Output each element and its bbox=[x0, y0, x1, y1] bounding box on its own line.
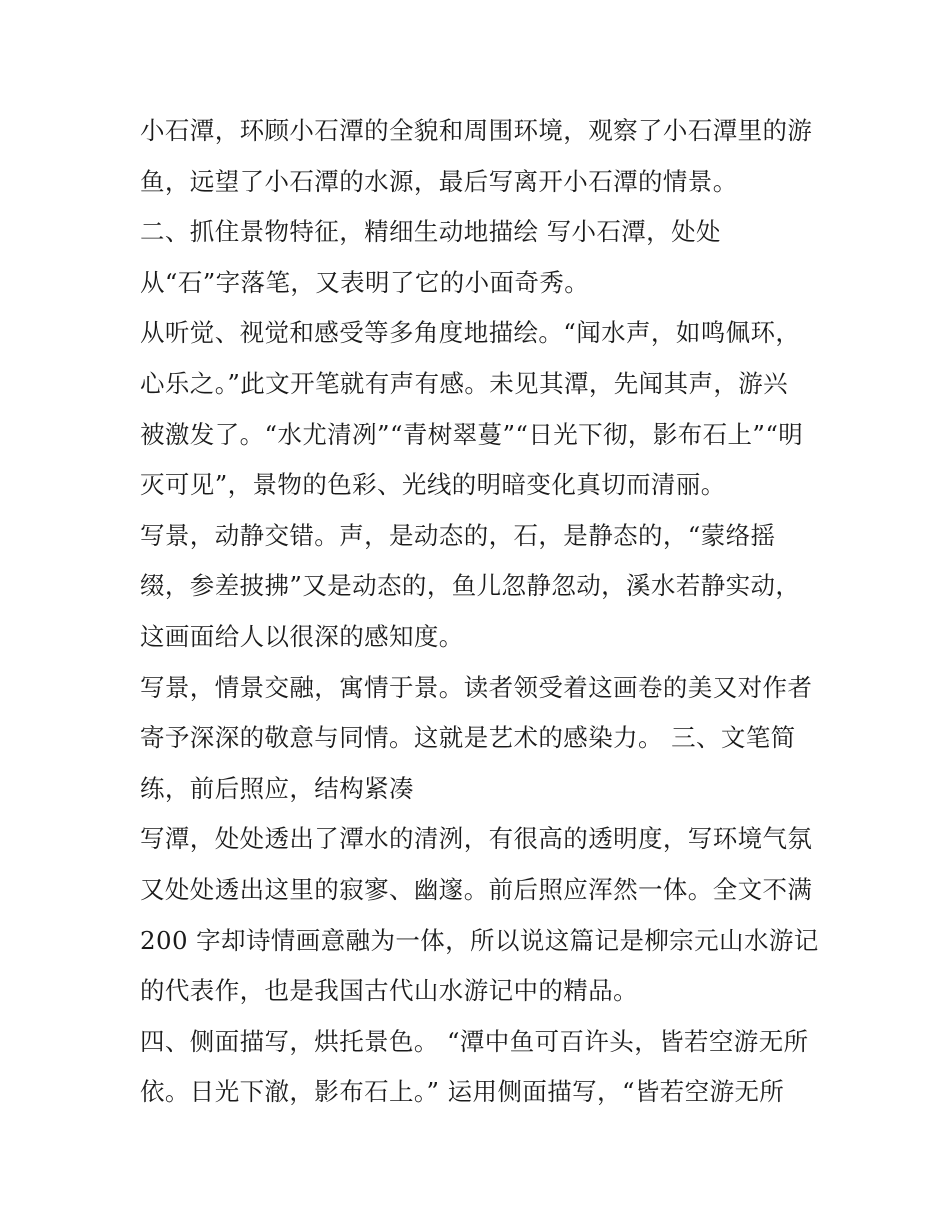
text-line: 寄予深深的敬意与同情。这就是艺术的感染力。 三、文笔简 bbox=[140, 723, 796, 753]
text-line: 被激发了。“水尤清冽”“青树翠蔓”“日光下彻，影布石上”“明 bbox=[140, 419, 804, 449]
text-line: 练，前后照应，结构紧凑 bbox=[140, 773, 414, 803]
body-text bbox=[140, 106, 820, 1118]
text-line: 从“石”字落笔，又表明了它的小面奇秀。 bbox=[140, 267, 590, 297]
text-line: 又处处透出这里的寂寥、幽邃。前后照应浑然一体。全文不满 bbox=[140, 874, 813, 904]
text-line: 二、抓住景物特征，精细生动地描绘 写小石潭，处处 bbox=[140, 217, 721, 247]
text-line: 写景，动静交错。声，是动态的，石，是静态的，“蒙络摇 bbox=[140, 520, 776, 550]
text-line: 灭可见”，景物的色彩、光线的明暗变化真切而清丽。 bbox=[140, 470, 726, 500]
text-line: 四、侧面描写，烘托景色。 “潭中鱼可百许头，皆若空游无所 bbox=[140, 1026, 809, 1056]
text-line: 这画面给人以很深的感知度。 bbox=[140, 621, 464, 651]
text-line: 依。日光下澈，影布石上。” 运用侧面描写，“皆若空游无所 bbox=[140, 1077, 785, 1107]
text-line: 写景，情景交融，寓情于景。读者领受着这画卷的美又对作者 bbox=[140, 672, 813, 702]
text-line: 缀，参差披拂”又是动态的，鱼儿忽静忽动，溪水若静实动， bbox=[140, 571, 801, 601]
text-line: 鱼，远望了小石潭的水源，最后写离开小石潭的情景。 bbox=[140, 166, 738, 196]
text-line: 写潭，处处透出了潭水的清洌，有很高的透明度，写环境气氛 bbox=[140, 824, 813, 854]
text-line: 200 字却诗情画意融为一体，所以说这篇记是柳宗元山水游记 bbox=[140, 925, 819, 955]
text-line: 小石潭，环顾小石潭的全貌和周围环境，观察了小石潭里的游 bbox=[140, 116, 813, 145]
text-line: 心乐之。”此文开笔就有声有感。未见其潭，先闻其声，游兴 bbox=[140, 368, 789, 398]
text-line: 从听觉、视觉和感受等多角度地描绘。“闻水声，如鸣佩环， bbox=[140, 318, 801, 348]
text-line: 的代表作，也是我国古代山水游记中的精品。 bbox=[140, 976, 638, 1006]
